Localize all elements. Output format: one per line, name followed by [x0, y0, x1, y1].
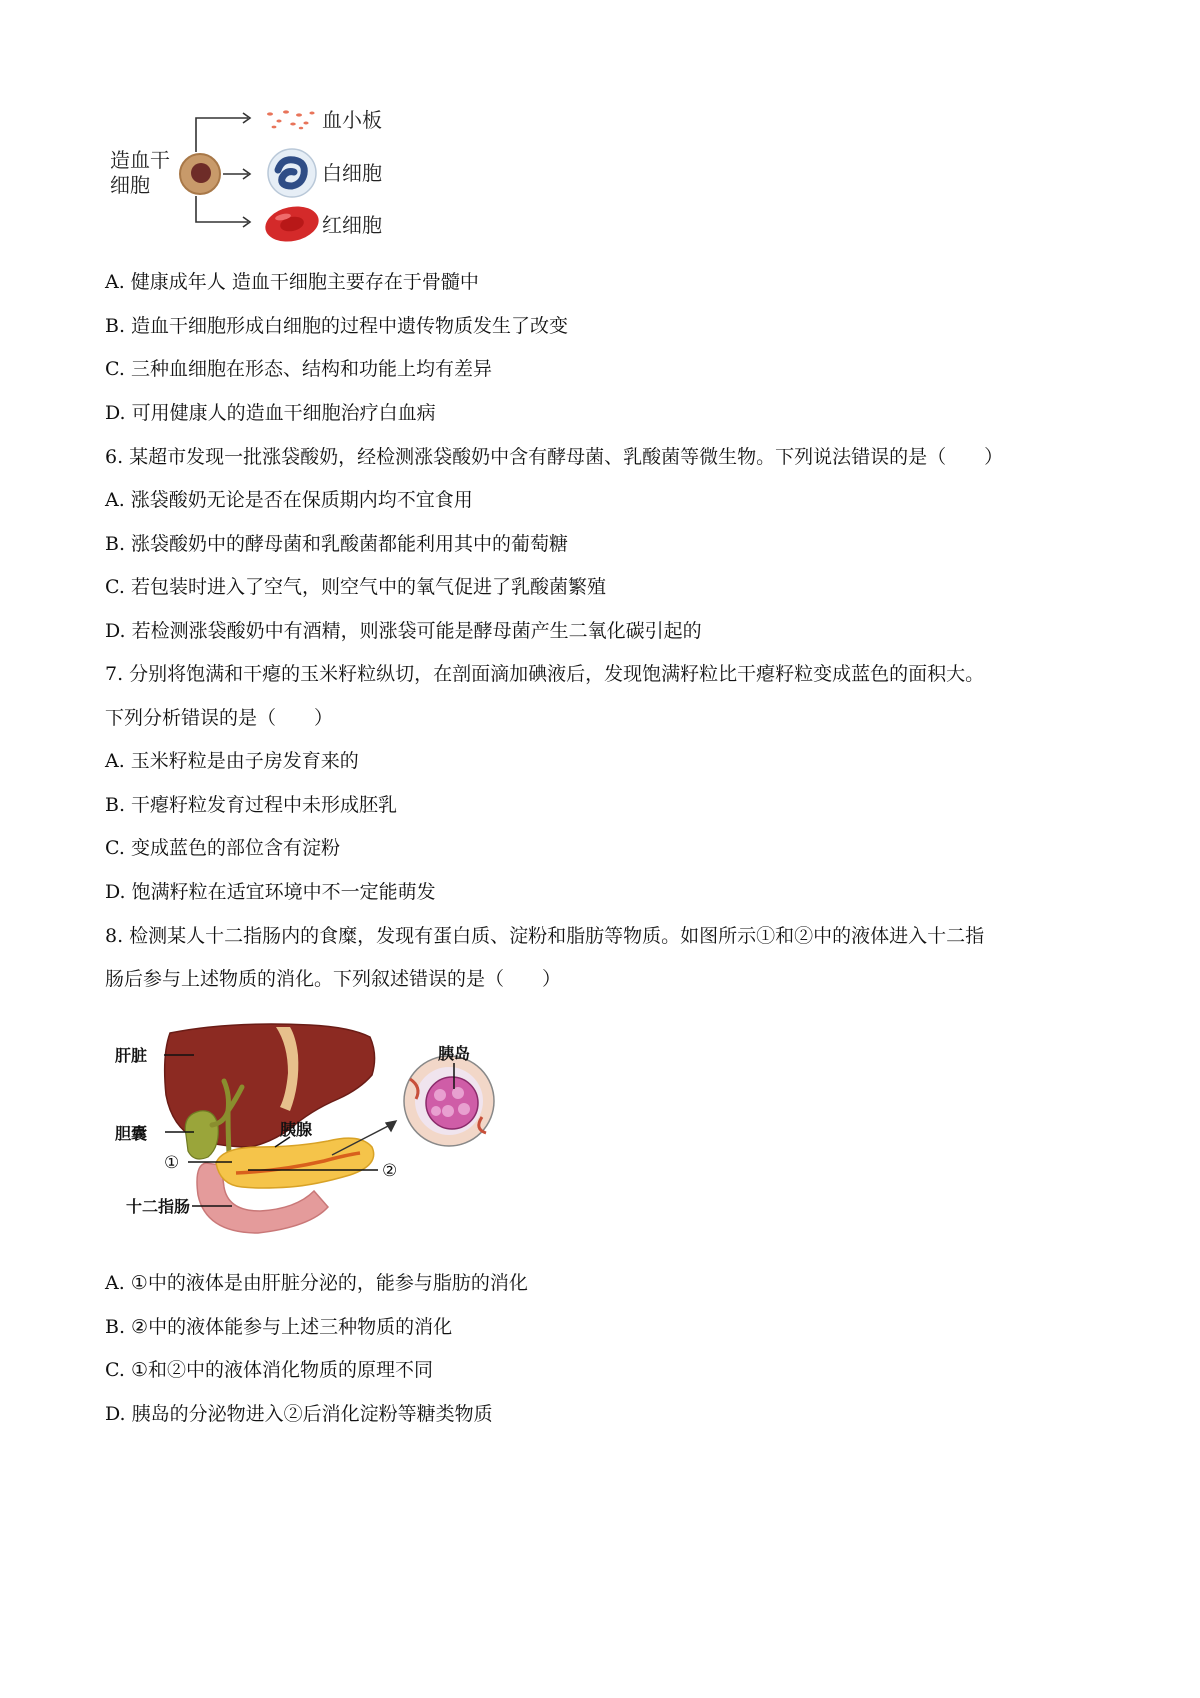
q8-option-b: B. ②中的液体能参与上述三种物质的消化: [105, 1316, 453, 1338]
q7-option-c: C. 变成蓝色的部位含有淀粉: [105, 837, 340, 859]
q5-option-b: B. 造血干细胞形成白细胞的过程中遗传物质发生了改变: [105, 315, 569, 337]
marker-1: ①: [164, 1153, 180, 1173]
q7-option-a: A. 玉米籽粒是由子房发育来的: [105, 750, 359, 772]
q7-stem-line2: 下列分析错误的是（ ）: [105, 707, 334, 729]
q5-option-a: A. 健康成年人 造血干细胞主要存在于骨髓中: [105, 271, 479, 293]
q8-option-a: A. ①中的液体是由肝脏分泌的，能参与脂肪的消化: [105, 1272, 528, 1294]
red-cell-label: 红细胞: [322, 213, 382, 237]
q7-option-d: D. 饱满籽粒在适宜环境中不一定能萌发: [105, 881, 436, 903]
stem-cell-label-line2: 细胞: [110, 173, 150, 197]
q6-option-b: B. 涨袋酸奶中的酵母菌和乳酸菌都能利用其中的葡萄糖: [105, 533, 569, 555]
q5-option-d: D. 可用健康人的造血干细胞治疗白血病: [105, 402, 436, 424]
duodenum-label: 十二指肠: [126, 1197, 191, 1216]
liver-label: 肝脏: [115, 1046, 148, 1065]
white-cell-icon: [268, 149, 316, 197]
q5-option-c: C. 三种血细胞在形态、结构和功能上均有差异: [105, 358, 492, 380]
q6-option-c: C. 若包装时进入了空气，则空气中的氧气促进了乳酸菌繁殖: [105, 576, 606, 598]
stem-cell-figure: [100, 100, 430, 260]
q8-stem-line1: 8. 检测某人十二指肠内的食糜，发现有蛋白质、淀粉和脂肪等物质。如图所示①和②中的液体进入十二指: [105, 925, 985, 947]
q6-stem: 6. 某超市发现一批涨袋酸奶，经检测涨袋酸奶中含有酵母菌、乳酸菌等微生物。下列说法错误的是（ ）: [105, 446, 1004, 468]
q7-option-b: B. 干瘪籽粒发育过程中未形成胚乳: [105, 794, 398, 816]
islet-zoom: [404, 1056, 494, 1146]
stem-cell-label-line1: 造血干: [110, 148, 170, 172]
gallbladder-shape: [185, 1111, 218, 1159]
gallbladder-label: 胆囊: [115, 1124, 148, 1143]
q6-option-a: A. 涨袋酸奶无论是否在保质期内均不宜食用: [105, 489, 473, 511]
platelet-icon: [267, 110, 315, 129]
digestive-organs-figure: [110, 1015, 500, 1245]
pancreas-label: 胰腺: [280, 1120, 313, 1139]
q7-stem-line1: 7. 分别将饱满和干瘪的玉米籽粒纵切，在剖面滴加碘液后，发现饱满籽粒比干瘪籽粒变成蓝色的面积大。: [105, 663, 985, 685]
marker-2: ②: [382, 1161, 398, 1181]
q6-option-d: D. 若检测涨袋酸奶中有酒精，则涨袋可能是酵母菌产生二氧化碳引起的: [105, 620, 702, 642]
islet-label: 胰岛: [438, 1044, 471, 1063]
red-cell-icon: [262, 202, 322, 246]
q8-option-d: D. 胰岛的分泌物进入②后消化淀粉等糖类物质: [105, 1403, 493, 1425]
white-cell-label: 白细胞: [322, 161, 382, 185]
platelet-label: 血小板: [322, 108, 382, 132]
q8-stem-line2: 肠后参与上述物质的消化。下列叙述错误的是（ ）: [105, 968, 562, 990]
q8-option-c: C. ①和②中的液体消化物质的原理不同: [105, 1359, 433, 1381]
stem-cell-icon: [180, 154, 220, 194]
